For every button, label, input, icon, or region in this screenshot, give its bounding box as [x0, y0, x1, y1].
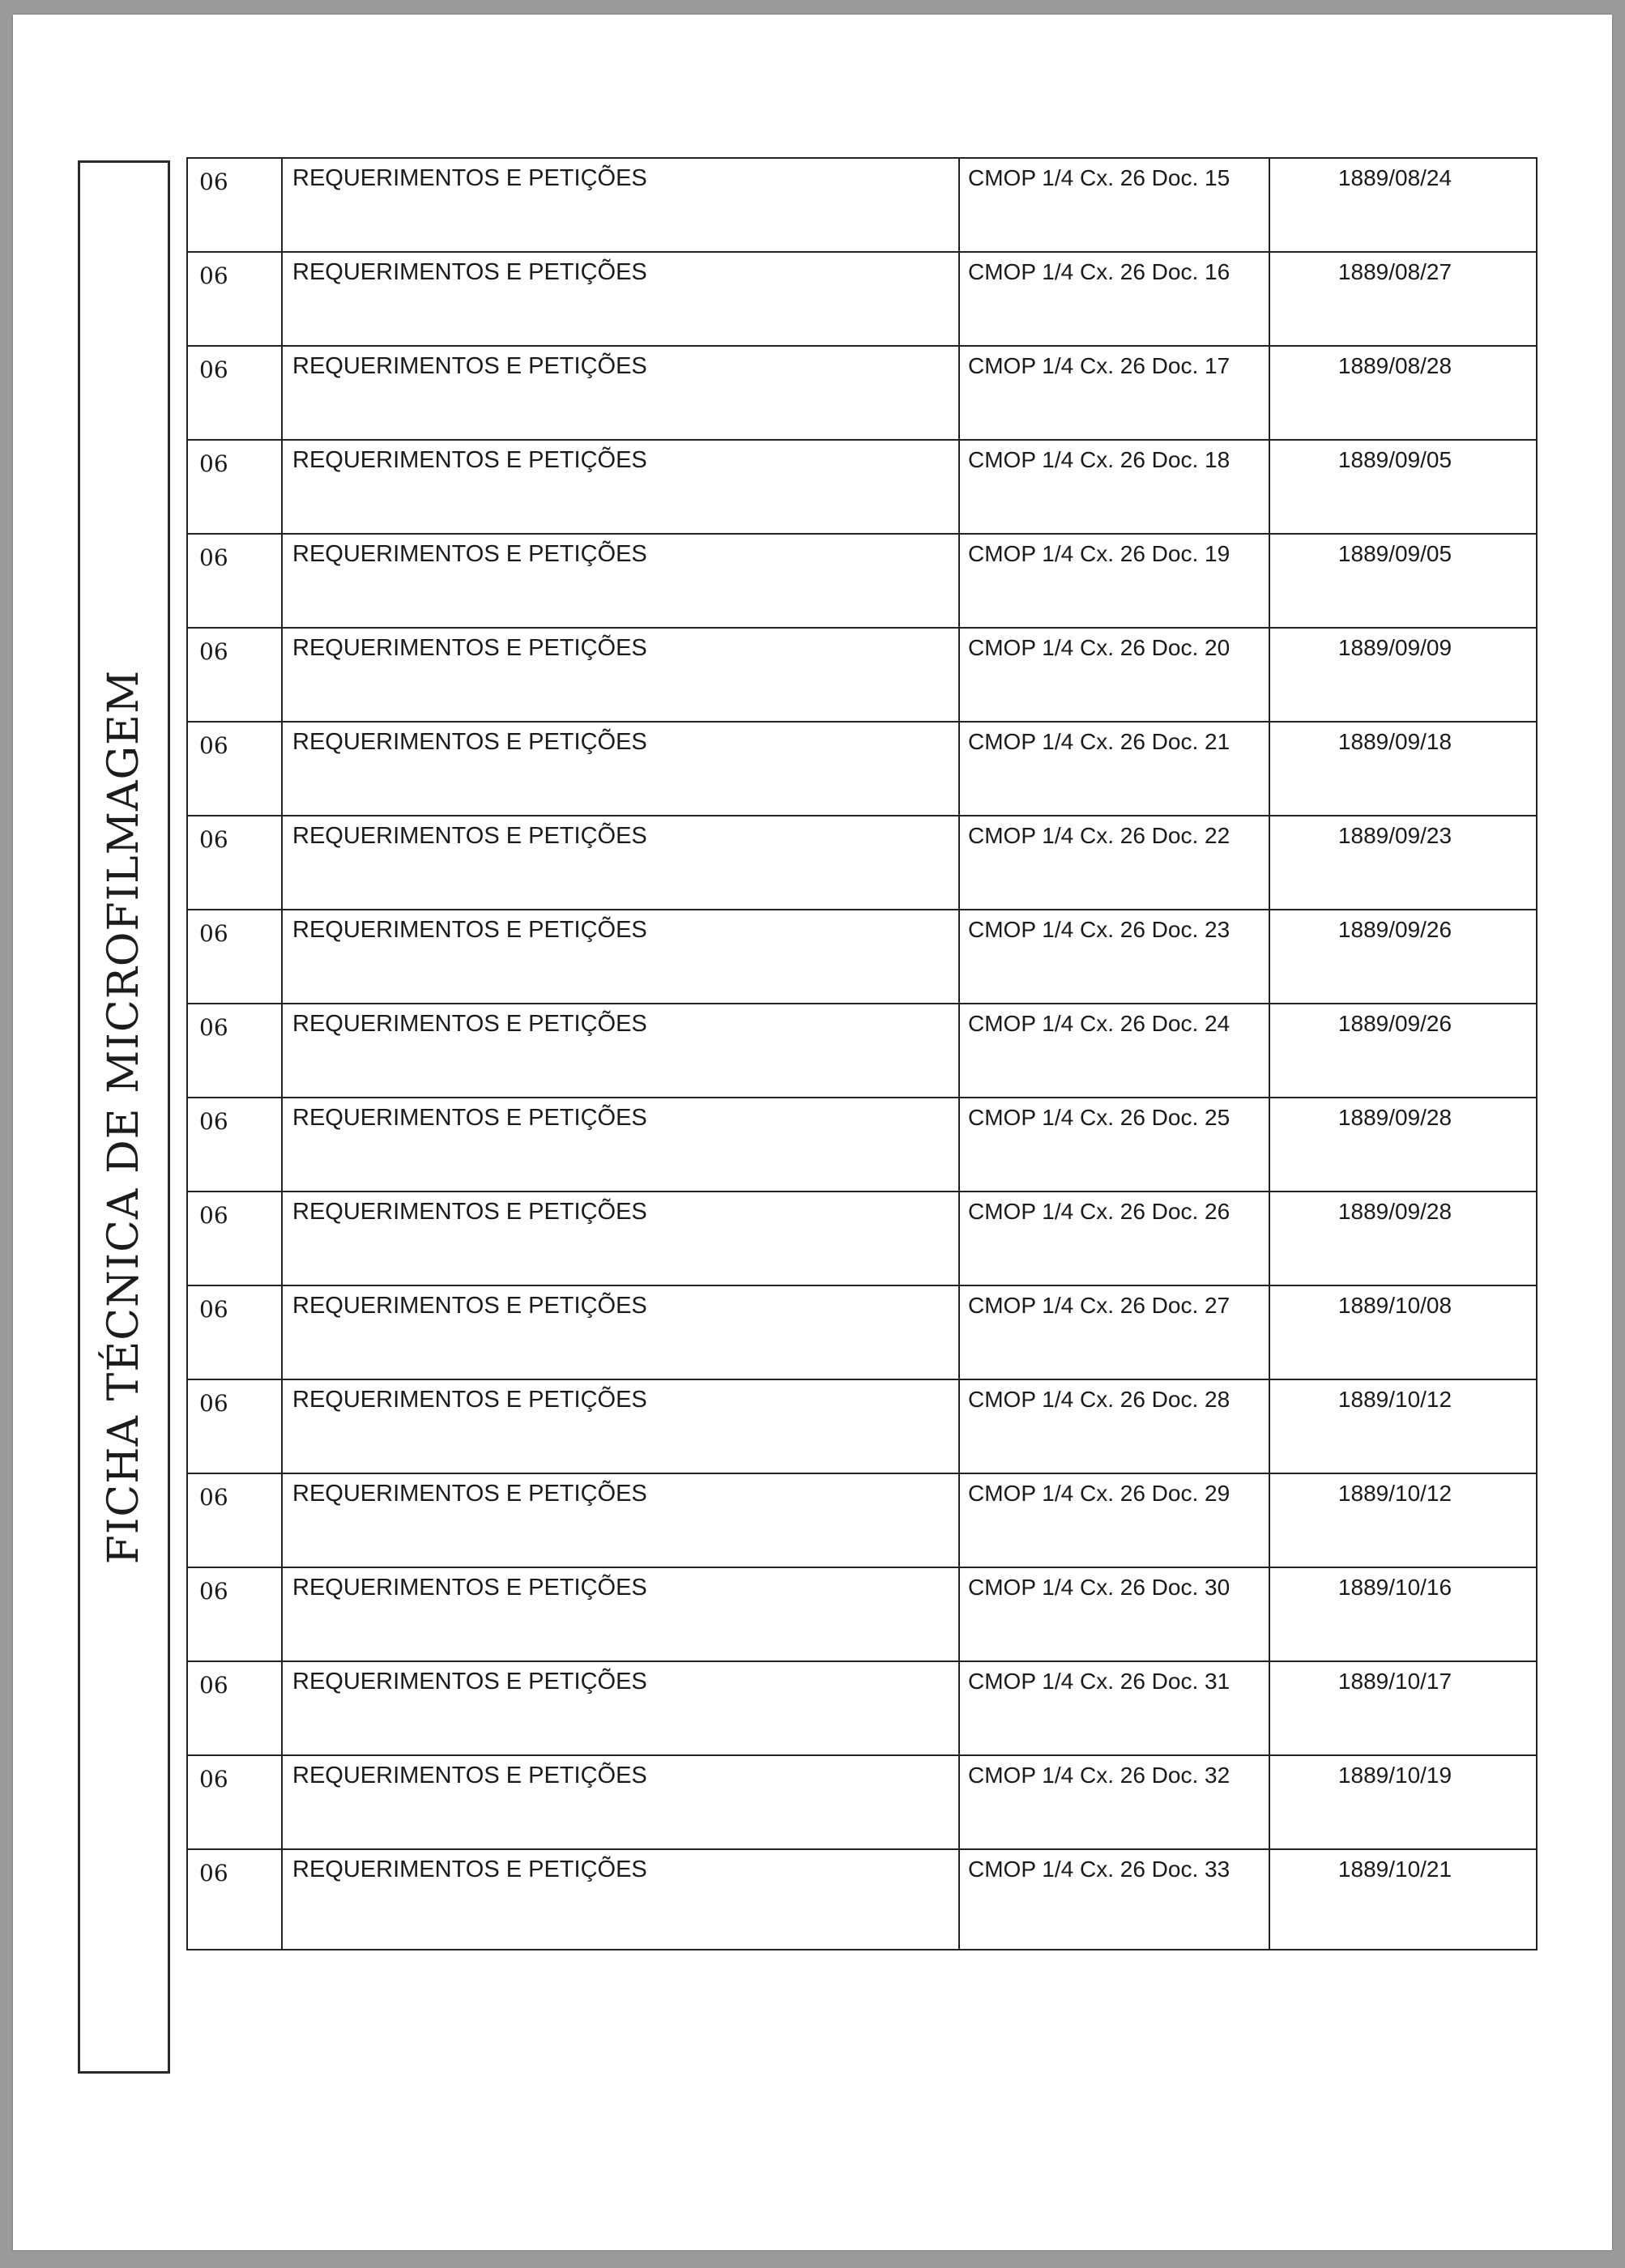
table-row	[188, 347, 1536, 441]
row-number: 06	[188, 910, 283, 1003]
row-number: 06	[188, 1568, 283, 1660]
row-description: REQUERIMENTOS E PETIÇÕES	[283, 347, 960, 439]
row-reference: CMOP 1/4 Cx. 26 Doc. 30	[960, 1568, 1270, 1660]
row-number: 06	[188, 723, 283, 815]
row-date: 1889/10/17	[1337, 1669, 1452, 1694]
document-page	[13, 15, 1612, 2250]
row-number: 06	[188, 253, 283, 345]
table-row	[188, 1098, 1536, 1192]
row-date: 1889/09/28	[1337, 1199, 1452, 1224]
row-description: REQUERIMENTOS E PETIÇÕES	[283, 816, 960, 909]
row-number: 06	[188, 1098, 283, 1191]
row-description: REQUERIMENTOS E PETIÇÕES	[283, 1004, 960, 1097]
row-date: 1889/09/26	[1337, 917, 1452, 942]
row-date: 1889/08/24	[1337, 165, 1452, 190]
row-number: 06	[188, 159, 283, 251]
row-number: 06	[188, 1004, 283, 1097]
row-number: 06	[188, 535, 283, 627]
row-reference: CMOP 1/4 Cx. 26 Doc. 28	[960, 1380, 1270, 1473]
row-description: REQUERIMENTOS E PETIÇÕES	[283, 723, 960, 815]
row-number: 06	[188, 1756, 283, 1848]
row-number: 06	[188, 441, 283, 533]
row-date: 1889/09/23	[1337, 823, 1452, 848]
row-reference: CMOP 1/4 Cx. 26 Doc. 19	[960, 535, 1270, 627]
table-row	[188, 1568, 1536, 1662]
row-number: 06	[188, 1474, 283, 1567]
table-row	[188, 1474, 1536, 1568]
table-row	[188, 1380, 1536, 1474]
table-row	[188, 1004, 1536, 1098]
row-description: REQUERIMENTOS E PETIÇÕES	[283, 1474, 960, 1567]
row-description: REQUERIMENTOS E PETIÇÕES	[283, 441, 960, 533]
row-date: 1889/08/28	[1337, 353, 1452, 378]
row-reference: CMOP 1/4 Cx. 26 Doc. 20	[960, 629, 1270, 721]
row-reference: CMOP 1/4 Cx. 26 Doc. 29	[960, 1474, 1270, 1567]
row-date: 1889/10/16	[1337, 1575, 1452, 1600]
row-date: 1889/08/27	[1337, 259, 1452, 284]
table-row	[188, 1192, 1536, 1286]
row-number: 06	[188, 347, 283, 439]
row-description: REQUERIMENTOS E PETIÇÕES	[283, 159, 960, 251]
table-row	[188, 535, 1536, 629]
row-date: 1889/09/18	[1337, 729, 1452, 754]
row-reference: CMOP 1/4 Cx. 26 Doc. 26	[960, 1192, 1270, 1285]
side-label-box	[78, 160, 170, 2074]
row-description: REQUERIMENTOS E PETIÇÕES	[283, 629, 960, 721]
row-reference: CMOP 1/4 Cx. 26 Doc. 31	[960, 1662, 1270, 1754]
row-reference: CMOP 1/4 Cx. 26 Doc. 16	[960, 253, 1270, 345]
side-label: FICHA TÉCNICA DE MICROFILMAGEM	[100, 669, 148, 1565]
table-row	[188, 159, 1536, 253]
row-reference: CMOP 1/4 Cx. 26 Doc. 17	[960, 347, 1270, 439]
row-date: 1889/10/08	[1337, 1293, 1452, 1318]
row-reference: CMOP 1/4 Cx. 26 Doc. 33	[960, 1850, 1270, 1949]
row-date: 1889/09/28	[1337, 1105, 1452, 1130]
row-reference: CMOP 1/4 Cx. 26 Doc. 21	[960, 723, 1270, 815]
row-number: 06	[188, 1662, 283, 1754]
row-number: 06	[188, 629, 283, 721]
row-date: 1889/10/21	[1337, 1857, 1452, 1882]
row-reference: CMOP 1/4 Cx. 26 Doc. 32	[960, 1756, 1270, 1848]
row-description: REQUERIMENTOS E PETIÇÕES	[283, 1098, 960, 1191]
row-number: 06	[188, 816, 283, 909]
row-description: REQUERIMENTOS E PETIÇÕES	[283, 910, 960, 1003]
row-description: REQUERIMENTOS E PETIÇÕES	[283, 1380, 960, 1473]
row-description: REQUERIMENTOS E PETIÇÕES	[283, 1850, 960, 1949]
table-row	[188, 1850, 1536, 1949]
row-date: 1889/10/12	[1337, 1387, 1452, 1412]
row-description: REQUERIMENTOS E PETIÇÕES	[283, 1286, 960, 1379]
table-row	[188, 910, 1536, 1004]
row-reference: CMOP 1/4 Cx. 26 Doc. 15	[960, 159, 1270, 251]
table-row	[188, 723, 1536, 816]
row-number: 06	[188, 1286, 283, 1379]
row-number: 06	[188, 1380, 283, 1473]
row-description: REQUERIMENTOS E PETIÇÕES	[283, 253, 960, 345]
table-row	[188, 816, 1536, 910]
row-description: REQUERIMENTOS E PETIÇÕES	[283, 1756, 960, 1848]
row-description: REQUERIMENTOS E PETIÇÕES	[283, 1568, 960, 1660]
table-row	[188, 629, 1536, 723]
row-number: 06	[188, 1192, 283, 1285]
row-date: 1889/09/26	[1337, 1011, 1452, 1036]
table-row	[188, 441, 1536, 535]
row-number: 06	[188, 1850, 283, 1949]
row-reference: CMOP 1/4 Cx. 26 Doc. 25	[960, 1098, 1270, 1191]
table-row	[188, 253, 1536, 347]
records-table	[186, 157, 1538, 1950]
table-row	[188, 1662, 1536, 1756]
row-reference: CMOP 1/4 Cx. 26 Doc. 23	[960, 910, 1270, 1003]
table-row	[188, 1756, 1536, 1850]
row-reference: CMOP 1/4 Cx. 26 Doc. 24	[960, 1004, 1270, 1097]
row-reference: CMOP 1/4 Cx. 26 Doc. 27	[960, 1286, 1270, 1379]
row-description: REQUERIMENTOS E PETIÇÕES	[283, 535, 960, 627]
row-reference: CMOP 1/4 Cx. 26 Doc. 18	[960, 441, 1270, 533]
row-date: 1889/09/09	[1337, 635, 1452, 660]
row-date: 1889/10/19	[1337, 1763, 1452, 1788]
row-description: REQUERIMENTOS E PETIÇÕES	[283, 1192, 960, 1285]
row-description: REQUERIMENTOS E PETIÇÕES	[283, 1662, 960, 1754]
row-date: 1889/09/05	[1337, 447, 1452, 472]
row-date: 1889/10/12	[1337, 1481, 1452, 1506]
row-date: 1889/09/05	[1337, 541, 1452, 566]
table-row	[188, 1286, 1536, 1380]
row-reference: CMOP 1/4 Cx. 26 Doc. 22	[960, 816, 1270, 909]
